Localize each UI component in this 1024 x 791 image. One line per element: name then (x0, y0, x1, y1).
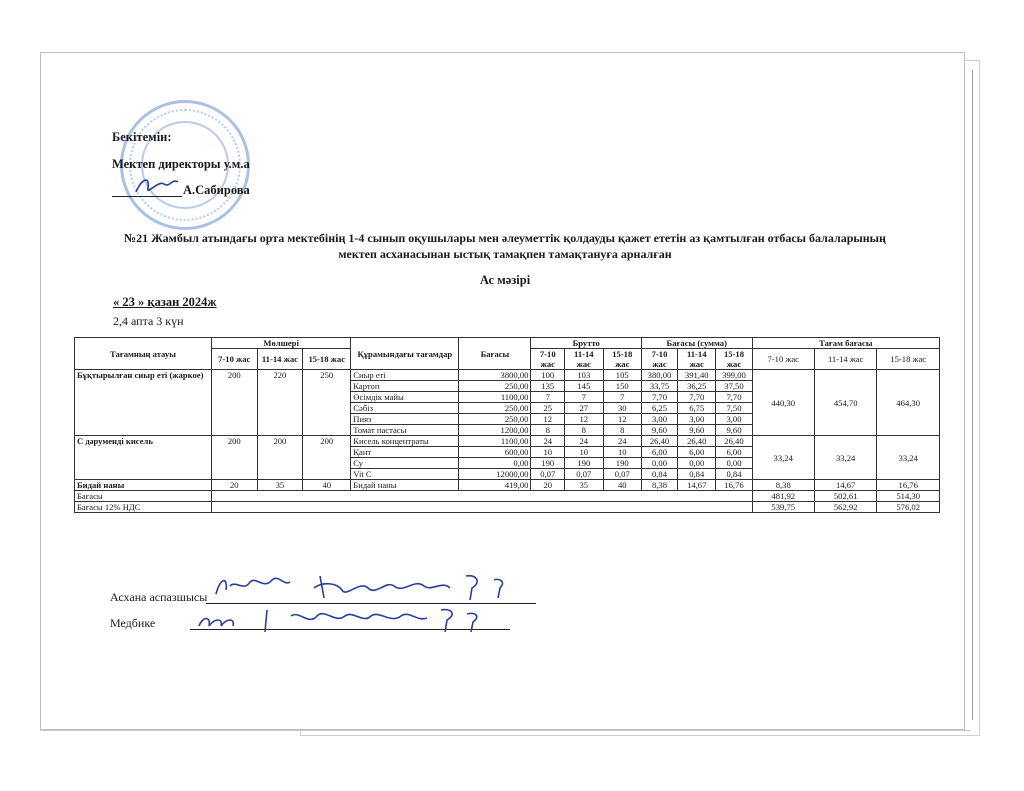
total-label: Бағасы 12% НДС (75, 502, 212, 513)
ingredient-sum: 3,00 (641, 414, 677, 425)
ingredient-sum: 3,00 (716, 414, 752, 425)
ingredient-gross: 135 (531, 381, 565, 392)
header-ingredients: Құрамындағы тағамдар (351, 338, 459, 370)
dish-price: 454,70 (814, 370, 876, 436)
total-row (75, 491, 940, 502)
header-qty-age-3: 15-18 жас (303, 349, 351, 370)
menu-table (74, 337, 940, 513)
ingredient-gross: 12 (565, 414, 603, 425)
table-row (75, 436, 940, 447)
header-gross-age-2: 11-14 жас (565, 349, 603, 370)
ingredient-name: Томат пастасы (351, 425, 459, 436)
ingredient-sum: 9,60 (678, 425, 716, 436)
ingredient-gross: 190 (565, 458, 603, 469)
total-value: 502,61 (814, 491, 876, 502)
header-gross-age-3: 15-18 жас (603, 349, 641, 370)
ingredient-name: Су (351, 458, 459, 469)
ingredient-gross: 0,07 (565, 469, 603, 480)
heading-line-2: мектеп асханасынан ыстық тамақпен тамақтануға арналған (338, 247, 672, 261)
ingredient-gross: 190 (603, 458, 641, 469)
dish-quantity: 200 (211, 436, 257, 480)
ingredient-gross: 105 (603, 370, 641, 381)
ingredient-sum: 399,00 (716, 370, 752, 381)
ingredient-sum: 16,76 (716, 480, 752, 491)
ingredient-sum: 7,50 (716, 403, 752, 414)
ingredient-sum: 36,25 (678, 381, 716, 392)
approval-position: Мектеп директоры у.м.а (112, 157, 250, 171)
menu-table-header (75, 338, 940, 370)
ingredient-price: 3800,00 (459, 370, 531, 381)
ingredient-price: 600,00 (459, 447, 531, 458)
ingredient-sum: 14,67 (678, 480, 716, 491)
total-value: 576,02 (877, 502, 940, 513)
dish-name: Бұқтырылған сиыр еті (жаркое) (75, 370, 212, 436)
ingredient-sum: 26,40 (716, 436, 752, 447)
ingredient-gross: 0,07 (603, 469, 641, 480)
ingredient-sum: 0,84 (641, 469, 677, 480)
header-sum: Бағасы (сумма) (641, 338, 752, 349)
ingredient-gross: 25 (531, 403, 565, 414)
menu-table-body (75, 370, 940, 513)
dish-name: Бидай наны (75, 480, 212, 491)
total-row (75, 502, 940, 513)
table-row (75, 370, 940, 381)
ingredient-sum: 26,40 (678, 436, 716, 447)
approval-title: Бекітемін: (112, 130, 172, 144)
ingredient-gross: 0,07 (531, 469, 565, 480)
dish-name: С дәруменді кисель (75, 436, 212, 480)
total-value: 514,30 (877, 491, 940, 502)
ingredient-gross: 8 (531, 425, 565, 436)
heading-line-1: №21 Жамбыл атындағы орта мектебінің 1-4 сынып оқушылары мен әлеуметтік қолдауды қажет ететін аз қамтылған отбасы балаларының (124, 231, 886, 245)
sheet-bottom-edge (40, 730, 970, 736)
header-dish-price-age-1: 7-10 жас (752, 349, 814, 370)
dish-price: 8,38 (752, 480, 814, 491)
ingredient-gross: 7 (531, 392, 565, 403)
dish-quantity: 40 (303, 480, 351, 491)
ingredient-name: Қант (351, 447, 459, 458)
ingredient-price: 419,00 (459, 480, 531, 491)
ingredient-sum: 0,00 (716, 458, 752, 469)
ingredient-gross: 10 (603, 447, 641, 458)
total-spacer (211, 502, 752, 513)
ingredient-gross: 7 (565, 392, 603, 403)
header-sum-age-2: 11-14 жас (678, 349, 716, 370)
ingredient-gross: 24 (603, 436, 641, 447)
ingredient-sum: 6,00 (678, 447, 716, 458)
total-value: 562,92 (814, 502, 876, 513)
dish-quantity: 220 (257, 370, 303, 436)
ingredient-sum: 7,70 (641, 392, 677, 403)
ingredient-price: 12000,00 (459, 469, 531, 480)
dish-price: 440,30 (752, 370, 814, 436)
total-value: 481,92 (752, 491, 814, 502)
ingredient-sum: 3,00 (678, 414, 716, 425)
ingredient-price: 1200,00 (459, 425, 531, 436)
ingredient-name: Vit C (351, 469, 459, 480)
ingredient-gross: 12 (603, 414, 641, 425)
ingredient-gross: 20 (531, 480, 565, 491)
ingredient-price: 0,00 (459, 458, 531, 469)
dish-price: 33,24 (877, 436, 940, 480)
ingredient-sum: 391,40 (678, 370, 716, 381)
ingredient-gross: 7 (603, 392, 641, 403)
ingredient-sum: 26,40 (641, 436, 677, 447)
ingredient-gross: 100 (531, 370, 565, 381)
ingredient-sum: 9,60 (641, 425, 677, 436)
ingredient-sum: 6,00 (641, 447, 677, 458)
ingredient-gross: 35 (565, 480, 603, 491)
dish-quantity: 200 (211, 370, 257, 436)
sheet-edge (965, 70, 973, 720)
ingredient-price: 1100,00 (459, 436, 531, 447)
ingredient-gross: 103 (565, 370, 603, 381)
ingredient-gross: 10 (531, 447, 565, 458)
ingredient-price: 250,00 (459, 403, 531, 414)
cook-label: Асхана аспазшысы (110, 590, 208, 604)
dish-quantity: 200 (257, 436, 303, 480)
dish-price: 464,30 (877, 370, 940, 436)
ingredient-name: Кисель концентраты (351, 436, 459, 447)
director-name: А.Сабирова (183, 183, 250, 197)
ingredient-sum: 380,00 (641, 370, 677, 381)
ingredient-gross: 10 (565, 447, 603, 458)
header-dish-price: Тағам бағасы (752, 338, 940, 349)
nurse-label: Медбике (110, 616, 156, 630)
ingredient-gross: 30 (603, 403, 641, 414)
ingredient-name: Сәбіз (351, 403, 459, 414)
header-sum-age-1: 7-10 жас (641, 349, 677, 370)
header-dish-price-age-2: 11-14 жас (814, 349, 876, 370)
ingredient-gross: 8 (603, 425, 641, 436)
header-quantity: Мөлшері (211, 338, 350, 349)
ingredient-sum: 6,75 (678, 403, 716, 414)
ingredient-sum: 0,84 (678, 469, 716, 480)
ingredient-gross: 12 (531, 414, 565, 425)
dish-quantity: 250 (303, 370, 351, 436)
ingredient-name: Сиыр еті (351, 370, 459, 381)
header-price: Бағасы (459, 338, 531, 370)
total-label: Бағасы (75, 491, 212, 502)
total-value: 539,75 (752, 502, 814, 513)
ingredient-sum: 0,00 (641, 458, 677, 469)
table-row (75, 480, 940, 491)
ingredient-gross: 24 (531, 436, 565, 447)
header-sum-age-3: 15-18 жас (716, 349, 752, 370)
ingredient-gross: 8 (565, 425, 603, 436)
ingredient-name: Пияз (351, 414, 459, 425)
ingredient-sum: 6,00 (716, 447, 752, 458)
ingredient-gross: 145 (565, 381, 603, 392)
header-qty-age-1: 7-10 жас (211, 349, 257, 370)
ingredient-sum: 7,70 (678, 392, 716, 403)
director-signature (132, 172, 182, 198)
header-dish-price-age-3: 15-18 жас (877, 349, 940, 370)
dish-quantity: 200 (303, 436, 351, 480)
ingredient-gross: 27 (565, 403, 603, 414)
ingredient-name: Картоп (351, 381, 459, 392)
ingredient-sum: 37,50 (716, 381, 752, 392)
header-gross: Брутто (531, 338, 642, 349)
nurse-signature (195, 602, 515, 638)
ingredient-sum: 0,84 (716, 469, 752, 480)
ingredient-price: 250,00 (459, 381, 531, 392)
ingredient-price: 1100,00 (459, 392, 531, 403)
dish-quantity: 35 (257, 480, 303, 491)
ingredient-gross: 40 (603, 480, 641, 491)
header-row-1 (75, 338, 940, 349)
header-gross-age-1: 7-10 жас (531, 349, 565, 370)
menu-title: Ас мәзірі (479, 273, 531, 287)
ingredient-name: Бидай наны (351, 480, 459, 491)
ingredient-price: 250,00 (459, 414, 531, 425)
dish-quantity: 20 (211, 480, 257, 491)
ingredient-gross: 190 (531, 458, 565, 469)
ingredient-sum: 7,70 (716, 392, 752, 403)
week-day-label: 2,4 апта 3 күн (113, 314, 184, 328)
ingredient-sum: 0,00 (678, 458, 716, 469)
ingredient-gross: 150 (603, 381, 641, 392)
ingredient-sum: 33,75 (641, 381, 677, 392)
ingredient-sum: 6,25 (641, 403, 677, 414)
ingredient-gross: 24 (565, 436, 603, 447)
ingredient-sum: 8,38 (641, 480, 677, 491)
ingredient-sum: 9,60 (716, 425, 752, 436)
header-dish-name: Тағамның атауы (75, 338, 212, 370)
menu-date: « 23 » қазан 2024ж (113, 295, 217, 309)
dish-price: 33,24 (814, 436, 876, 480)
dish-price: 16,76 (877, 480, 940, 491)
ingredient-name: Өсімдік майы (351, 392, 459, 403)
total-spacer (211, 491, 752, 502)
dish-price: 33,24 (752, 436, 814, 480)
dish-price: 14,67 (814, 480, 876, 491)
header-qty-age-2: 11-14 жас (257, 349, 303, 370)
